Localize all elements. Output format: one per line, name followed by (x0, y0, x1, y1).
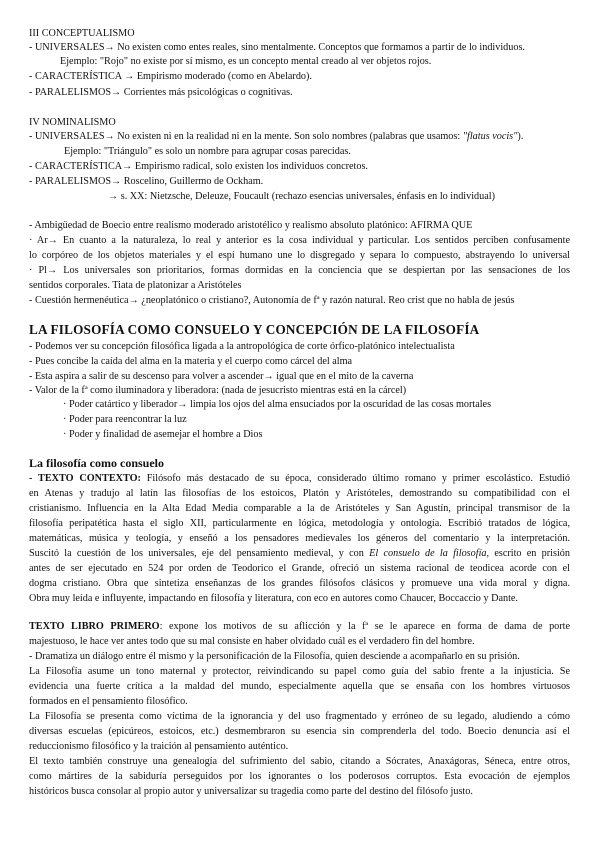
section-title: LA FILOSOFÍA COMO CONSUELO Y CONCEPCIÓN DE LA FILOSOFÍA (29, 322, 480, 337)
nominalismo-title: IV NOMINALISMO (29, 117, 116, 128)
conceptualismo-title: III CONCEPTUALISMO (29, 28, 135, 39)
nominalismo-universales: - UNIVERSALES→ No existen ni en la realidad ni en la mente. Son solo nombres (palabras que usamos: "flatus vocis"). (29, 131, 524, 142)
section-bullet: - Pues concibe la caída del alma en la materia y el cuerpo como cárcel del alma (29, 356, 353, 367)
nominalismo-siglo-xx: → s. XX: Nietzsche, Deleuze, Foucault (rechazo esencias universales, énfasis en lo individual) (108, 191, 495, 202)
section-sub-bullet: · Poder catártico y liberador→ limpia los ojos del alma ensuciados por la oscuridad de las cosas mortales (63, 399, 492, 410)
nominalismo-paralelismos: - PARALELISMOS→ Roscelino, Guillermo de Ockham. (29, 176, 264, 187)
libro-paragraph-line: como mártires de la sabiduría perseguidos por los ignorantes o los poderosos corruptos. Esta evocación de ejemplos (29, 771, 570, 782)
contexto-paragraph-line: Obra muy leída e influyente, impactando en filosofía y literatura, con eco en autores como Chaucer, Boccaccio y Dante. (29, 593, 518, 604)
section-sub-bullet: · Poder para reencontrar la luz (63, 414, 187, 425)
libro-paragraph-line: TEXTO LIBRO PRIMERO: expone los motivos de su aflicción y la fª se le aparece en forma de dama de porte (29, 621, 570, 632)
conceptualismo-universales: - UNIVERSALES→ No existen como entes reales, sino mentalmente. Conceptos que formamos a partir de lo individuos. (29, 42, 525, 53)
libro-paragraph-line: - Dramatiza un diálogo entre él mismo y la personificación de la Filosofía, quien desciende a acompañarlo en su prisión. (29, 651, 520, 662)
section-bullet: - Valor de la fª como iluminadora y liberadora: (nada de jesucristo mientras está en la cárcel) (29, 385, 407, 396)
libro-paragraph-line: evidencia una fuerte crítica a la maldad del mundo, especialmente aquella que se ensaña con los hombres virtuosos (29, 681, 570, 692)
conceptualismo-ejemplo: Ejemplo: "Rojo" no existe por sí mismo, es un concepto mental creado al ver objetos rojos. (60, 56, 432, 67)
boecio-note: sentidos corporales. Tiata de platonizar a Aristóteles (29, 280, 242, 291)
contexto-paragraph-line: filosofía peripatética hasta el siglo XII, particularmente en lógica, metodología y ontología. Escribió tratados de lógica, (29, 518, 570, 529)
section-bullet: - Esta aspira a salir de su descenso para volver a ascender→ igual que en el mito de la caverna (29, 371, 414, 382)
contexto-paragraph-line: antes de ser ejecutado en 524 por orden de Teodorico el Grande, ofreció un sistema racional de teodicea acorde con el (29, 563, 570, 574)
contexto-paragraph-line: dogma cristiano. Obra que sintetiza enseñanzas de los grandes filósofos clásicos y promueve una vida moral y digna. (29, 578, 570, 589)
nominalismo-caracteristica: - CARACTERÍSTICA→ Empirismo radical, solo existen los individuos concretos. (29, 161, 368, 172)
contexto-paragraph-line: en Atenas y tradujo al latín las filosofías de los estoicos, Platón y Aristóteles, demostrando su compatibilidad con el (29, 488, 570, 499)
libro-paragraph-line: majestuoso, le hace ver antes todo que su mal consiste en haber olvidado cuál es el verdadero fin del hombre. (29, 636, 475, 647)
boecio-note: lo corpóreo de los objetos materiales y el espí humano une lo disgregado y separa lo compuesto, abstrayendo lo universal (29, 250, 570, 261)
subsection-heading: La filosofía como consuelo (29, 456, 164, 470)
libro-paragraph-line: La Filosofía se presenta como víctima de la ignorancia y del uso fragmentado y erróneo de su legado, aludiendo a cómo (29, 711, 570, 722)
contexto-paragraph-line: - TEXTO CONTEXTO: Filósofo más destacado de su época, considerado último romano y primer escolástico. Estudió (29, 473, 570, 484)
nominalismo-ejemplo: Ejemplo: "Triángulo" es solo un nombre para agrupar cosas parecidas. (64, 146, 351, 157)
libro-paragraph-line: históricos busca consolar al propio autor y universalizar su tragedia como parte del destino del filósofo justo. (29, 786, 473, 797)
libro-paragraph-line: La Filosofía asume un tono maternal y protector, reivindicando su papel como guía del sabio frente a la injusticia. Se (29, 666, 570, 677)
boecio-note: - Ambigüedad de Boecio entre realismo moderado aristotélico y realismo absoluto platónico: AFIRMA QUE (29, 220, 473, 231)
libro-paragraph-line: El texto también construye una genealogía del sufrimiento del sabio, citando a Sócrates, Anaxágoras, Séneca, entre otros, (29, 756, 570, 767)
libro-paragraph-line: formados en el pensamiento filosófico. (29, 696, 188, 707)
libro-paragraph-line: diversas escuelas (epicúreos, estoicos, etc.) desmembraron su esencia sin comprenderla del todo. Boecio denuncia así el (29, 726, 570, 737)
section-bullet: - Podemos ver su concepción filosófica ligada a la antropológica de corte órfico-platónico intelectualista (29, 341, 455, 352)
libro-paragraph-line: reduccionismo filosófico y la traición al pensamiento auténtico. (29, 741, 289, 752)
contexto-paragraph-line: cristianismo. Influencia en la Alta Edad Media comparable a la de Aristóteles y San Agustín, principal transmisor de la (29, 503, 570, 514)
boecio-note: · Ar→ En cuanto a la naturaleza, lo real y anterior es la cosa individual y particular. Los sentidos perciben confusamente (29, 235, 570, 246)
contexto-paragraph-line: matemáticas, música y teología, y enseñó a los pensadores medievales los géneros del comentario y la interpretación. (29, 533, 570, 544)
boecio-note: - Cuestión hermenéutica→ ¿neoplatónico o cristiano?, Autonomía de fª y razón natural. Reo crist que no habla de jesús (29, 295, 515, 306)
conceptualismo-paralelismos: - PARALELISMOS→ Corrientes más psicológicas o cognitivas. (29, 87, 293, 98)
conceptualismo-caracteristica: - CARACTERÍSTICA → Empirismo moderado (como en Abelardo). (29, 71, 312, 82)
boecio-note: · Pl→ Los universales son prioritarios, formas dormidas en la conciencia que se despiertan por las sensaciones de los (29, 265, 570, 276)
contexto-paragraph-line: Suscitó la cuestión de los universales, eje del pensamiento medieval, y con El consuelo de la filosofía, escrito en prisión (29, 548, 570, 559)
section-sub-bullet: · Poder y finalidad de asemejar el hombre a Dios (63, 429, 263, 440)
